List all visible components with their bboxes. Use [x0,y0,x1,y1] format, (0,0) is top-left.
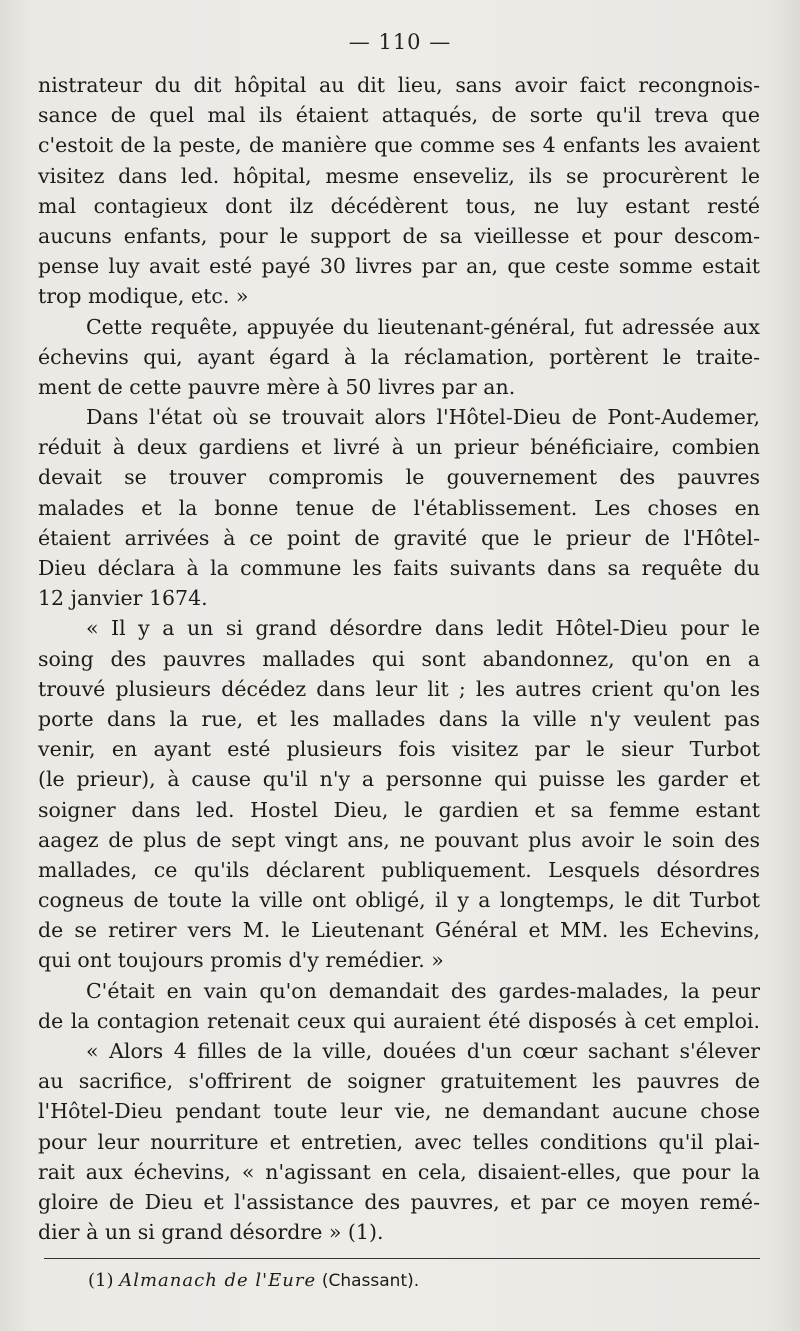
text-line: aagez de plus de sept vingt ans, ne pouvant plus avoir le soin des [38,827,760,852]
text-line: trop modique, etc. » [38,284,249,309]
text-line: ment de cette pauvre mère à 50 livres par an. [38,374,516,399]
text-line: mallades, ce qu'ils déclarent publiquement. Lesquels désordres [38,857,760,882]
text-line: porte dans la rue, et les mallades dans la ville n'y veulent pas [38,706,760,731]
footnote [88,1270,419,1291]
text-line: aucuns enfants, pour le support de sa vieillesse et pour descom- [38,223,760,248]
text-line: pense luy avait esté payé 30 livres par an, que ceste somme estait [38,254,760,279]
text-line: qui ont toujours promis d'y remédier. » [38,948,444,973]
text-line: de se retirer vers M. le Lieutenant Général et MM. les Echevins, [38,918,760,943]
footnote-marker: (1) [88,1270,114,1291]
text-line: échevins qui, ayant égard à la réclamation, portèrent le traite- [38,344,760,369]
text-line: rait aux échevins, « n'agissant en cela, disaient-elles, que pour la [38,1159,760,1184]
text-line: mal contagieux dont ilz décédèrent tous, ne luy estant resté [38,193,760,218]
text-line: de la contagion retenait ceux qui auraient été disposés à cet emploi. [38,1008,760,1033]
text-line: trouvé plusieurs décédez dans leur lit ; les autres crient qu'on les [38,676,760,701]
footnote-source: Almanach de l'Eure [119,1270,317,1291]
text-line: visitez dans led. hôpital, mesme enseveliz, ils se procurèrent le [38,163,760,188]
footnote-divider [44,1258,760,1259]
text-line: Dieu déclara à la commune les faits suivants dans sa requête du [38,556,760,580]
text-line: pour leur nourriture et entretien, avec telles conditions qu'il plai- [38,1129,760,1154]
text-line: « Alors 4 filles de la ville, douées d'un cœur sachant s'élever [86,1039,760,1063]
text-line: c'estoit de la peste, de manière que comme ses 4 enfants les avaient [38,133,760,158]
text-line: sance de quel mal ils étaient attaqués, de sorte qu'il treva que [38,103,760,128]
text-line: devait se trouver compromis le gouvernement des pauvres [38,465,760,490]
text-line: l'Hôtel-Dieu pendant toute leur vie, ne demandant aucune chose [38,1099,760,1124]
text-line: soing des pauvres mallades qui sont abandonnez, qu'on en a [38,646,760,671]
text-line: Cette requête, appuyée du lieutenant-général, fut adressée aux [86,314,760,339]
text-line: venir, en ayant esté plusieurs fois visitez par le sieur Turbot [38,737,760,762]
text-line: Dans l'état où se trouvait alors l'Hôtel-Dieu de Pont-Audemer, [86,405,760,430]
text-line: malades et la bonne tenue de l'établissement. Les choses en [38,495,760,520]
text-line: soigner dans led. Hostel Dieu, le gardien et sa femme estant [38,797,760,822]
text-line: étaient arrivées à ce point de gravité que le prieur de l'Hôtel- [38,525,760,550]
text-line: cogneus de toute la ville ont obligé, il y a longtemps, le dit Turbot [38,888,760,913]
footnote-author: (Chassant). [321,1271,420,1291]
page-number: — 110 — [348,30,452,54]
text-line: dier à un si grand désordre » (1). [38,1220,384,1245]
text-line: nistrateur du dit hôpital au dit lieu, sans avoir faict recongnois- [38,73,760,97]
text-line: C'était en vain qu'on demandait des gardes-malades, la peur [86,978,760,1003]
text-line: réduit à deux gardiens et livré à un prieur bénéficiaire, combien [38,435,760,460]
text-line: 12 janvier 1674. [38,586,208,611]
body-text [38,70,760,1247]
text-line: (le prieur), à cause qu'il n'y a personne qui puisse les garder et [38,767,760,792]
text-line: gloire de Dieu et l'assistance des pauvres, et par ce moyen remé- [38,1189,760,1214]
text-line: au sacrifice, s'offrirent de soigner gratuitement les pauvres de [38,1069,760,1094]
text-line: « Il y a un si grand désordre dans ledit Hôtel-Dieu pour le [86,616,760,641]
